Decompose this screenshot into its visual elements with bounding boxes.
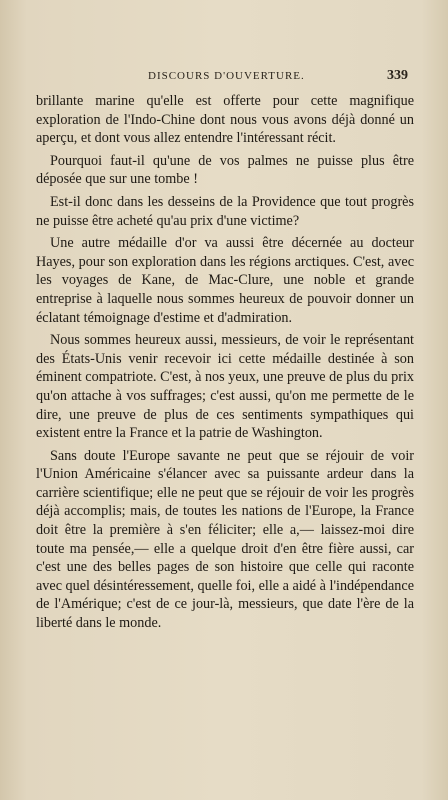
paragraph: Sans doute l'Europe savante ne peut que se réjouir de voir l'Union Américaine s'élancer avec sa puissante ardeur dans la carrière scientifique; elle ne peut que se réjouir de voir les progrès déjà accomplis; mais, de toutes les nations de l'Europe, la France doit être la première à s'en féliciter; elle a,— laissez-moi dire toute ma pensée,— elle a quelque droit d'en être fière aussi, car c'est une des belles pages de son histoire que celle qui raconte avec quel désintéressement, quelle foi, elle a aidé à l'indépendance de l'Amérique; c'est de ce jour-là, messieurs, que date l'ère de la liberté dans le monde. <box>36 447 414 632</box>
paragraph: Une autre médaille d'or va aussi être décernée au docteur Hayes, pour son exploration dans les régions arctiques. C'est, avec les voyages de Kane, de Mac-Clure, une noble et grande entreprise à laquelle nous sommes heureux de pouvoir donner un éclatant témoignage d'estime et d'admiration. <box>36 235 414 326</box>
paragraph: Est-il donc dans les desseins de la Providence que tout progrès ne puisse être acheté qu'au prix d'une victime? <box>36 193 414 229</box>
paragraph-continuation: brillante marine qu'elle est offerte pour cette magnifique exploration de l'Indo-Chine dont nous vous avons déjà donné un aperçu, et dont vous allez entendre l'intéressant récit. <box>36 93 414 147</box>
paragraph: Pourquoi faut-il qu'une de vos palmes ne puisse plus être déposée que sur une tombe ! <box>36 152 414 188</box>
running-title: DISCOURS D'OUVERTURE. <box>148 70 305 82</box>
page-number: 339 <box>387 68 408 83</box>
page-header <box>38 70 408 88</box>
body-text <box>36 92 414 637</box>
paragraph: Nous sommes heureux aussi, messieurs, de voir le représentant des États-Unis venir recevoir ici cette médaille destinée à son éminent compatriote. C'est, à nos yeux, une preuve de plus du prix qu'on attache à vos suffrages; c'est aussi, qu'on me permette de le dire, une preuve de plus de ces sentiments sympathiques qui existent entre la France et la patrie de Washington. <box>36 332 414 442</box>
